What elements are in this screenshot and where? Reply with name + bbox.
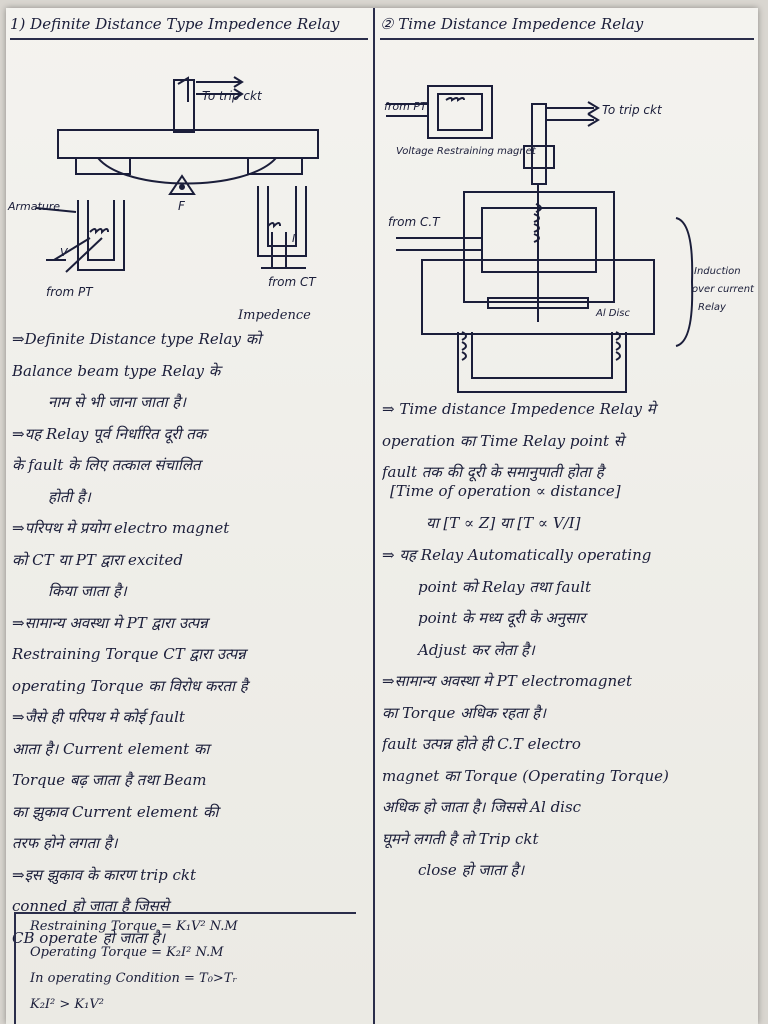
induction-label-2: over current bbox=[692, 284, 754, 295]
note-line: ⇒सामान्य अवस्था मे PT electromagnet bbox=[382, 672, 633, 690]
left-heading: 1) Definite Distance Type Impedence Relay bbox=[10, 10, 368, 40]
note-line: In operating Condition = T₀>Tᵣ bbox=[30, 971, 237, 986]
note-line: Torque बढ़ जाता है तथा Beam bbox=[12, 771, 207, 789]
note-line: नाम से भी जाना जाता है। bbox=[48, 393, 186, 411]
note-line: point के मध्य दूरी के अनुसार bbox=[418, 609, 586, 627]
fulcrum-label: F bbox=[178, 199, 185, 213]
note-line: घूमने लगती है तो Trip ckt bbox=[382, 829, 539, 848]
from-ct-label: from CT bbox=[268, 275, 316, 289]
from-ct-label: from C.T bbox=[388, 215, 440, 229]
voltage-magnet-label: Voltage Restraining magnet bbox=[396, 146, 536, 157]
note-line: अधिक हो जाता है। जिससे Al disc bbox=[382, 798, 582, 816]
note-line: किया जाता है। bbox=[48, 582, 127, 600]
note-line: operating Torque का विरोध करता है bbox=[12, 676, 248, 695]
note-line: ⇒ यह Relay Automatically operating bbox=[382, 546, 652, 564]
time-distance-relay-diagram bbox=[376, 42, 758, 402]
relay-spindle bbox=[532, 104, 546, 184]
note-line: conned हो जाता है जिससे bbox=[12, 897, 169, 915]
note-line: [Time of operation ∝ distance] bbox=[390, 482, 621, 500]
from-pt-label: from PT bbox=[46, 285, 93, 299]
armature-label: Armature bbox=[8, 200, 61, 213]
right-column bbox=[376, 8, 758, 1024]
to-trip-label: To trip ckt bbox=[202, 89, 262, 103]
trip-contact-post bbox=[174, 80, 194, 132]
note-line: या [T ∝ Z] या [T ∝ V/I] bbox=[426, 513, 581, 532]
note-line: fault तक की दूरी के समानुपाती होता है bbox=[382, 463, 604, 481]
voltage-label: V bbox=[60, 246, 68, 259]
note-line: fault उत्पन्न होते ही C.T electro bbox=[382, 735, 581, 753]
from-pt-label: from PT bbox=[384, 100, 427, 113]
right-notes-bottom bbox=[382, 540, 754, 887]
note-line: Balance beam type Relay के bbox=[12, 361, 221, 380]
left-column bbox=[6, 8, 372, 1024]
induction-label-3: Relay bbox=[698, 302, 726, 313]
note-line: K₂I² > K₁V² bbox=[30, 997, 104, 1012]
note-line: ⇒ Time distance Impedence Relay मे bbox=[382, 400, 656, 418]
note-line: CB operate हो जाता है। bbox=[12, 928, 166, 947]
note-line: को CT या PT द्वारा excited bbox=[12, 550, 183, 569]
note-line: Restraining Torque CT द्वारा उत्पन्न bbox=[12, 645, 246, 663]
proportionality-box bbox=[390, 476, 740, 538]
note-line: ⇒Definite Distance type Relay को bbox=[12, 330, 262, 348]
induction-label-1: Induction bbox=[694, 266, 741, 277]
note-line: ⇒सामान्य अवस्था मे PT द्वारा उत्पन्न bbox=[12, 613, 208, 632]
current-label: I bbox=[292, 232, 296, 245]
balance-beam bbox=[58, 130, 318, 158]
note-line: Restraining Torque = K₁V² N.M bbox=[30, 919, 238, 934]
note-line: आता है। Current element का bbox=[12, 739, 210, 758]
balance-beam-relay-diagram bbox=[6, 42, 372, 334]
to-trip-label: To trip ckt bbox=[602, 103, 662, 117]
note-line: के fault के लिए तत्काल संचालित bbox=[12, 456, 201, 474]
note-line: point को Relay तथा fault bbox=[418, 577, 591, 596]
note-line: ⇒इस झुकाव के कारण trip ckt bbox=[12, 865, 197, 884]
note-line: का Torque अधिक रहता है। bbox=[382, 703, 546, 722]
al-disc-label: Al Disc bbox=[596, 308, 630, 319]
note-line: ⇒परिपथ मे प्रयोग electro magnet bbox=[12, 519, 230, 537]
right-notes-top bbox=[382, 394, 754, 489]
note-line: ⇒यह Relay पूर्व निर्धारित दूरी तक bbox=[12, 424, 207, 443]
note-line: का झुकाव Current element की bbox=[12, 802, 219, 821]
note-line: close हो जाता है। bbox=[418, 861, 525, 879]
column-divider bbox=[373, 8, 375, 1024]
note-line: magnet का Torque (Operating Torque) bbox=[382, 766, 669, 785]
impedence-insertion: Impedence bbox=[238, 308, 311, 323]
note-line: होती है। bbox=[48, 487, 91, 506]
note-line: operation का Time Relay point से bbox=[382, 431, 624, 450]
note-line: Operating Torque = K₂I² N.M bbox=[30, 945, 224, 960]
notebook-page bbox=[6, 8, 758, 1024]
note-line: Adjust कर लेता है। bbox=[418, 640, 535, 659]
note-line: ⇒जैसे ही परिपथ मे कोई fault bbox=[12, 708, 185, 726]
formula-box bbox=[14, 912, 356, 1024]
right-heading: ② Time Distance Impedence Relay bbox=[380, 10, 754, 40]
note-line: तरफ होने लगता है। bbox=[12, 834, 118, 852]
left-notes bbox=[12, 324, 368, 954]
